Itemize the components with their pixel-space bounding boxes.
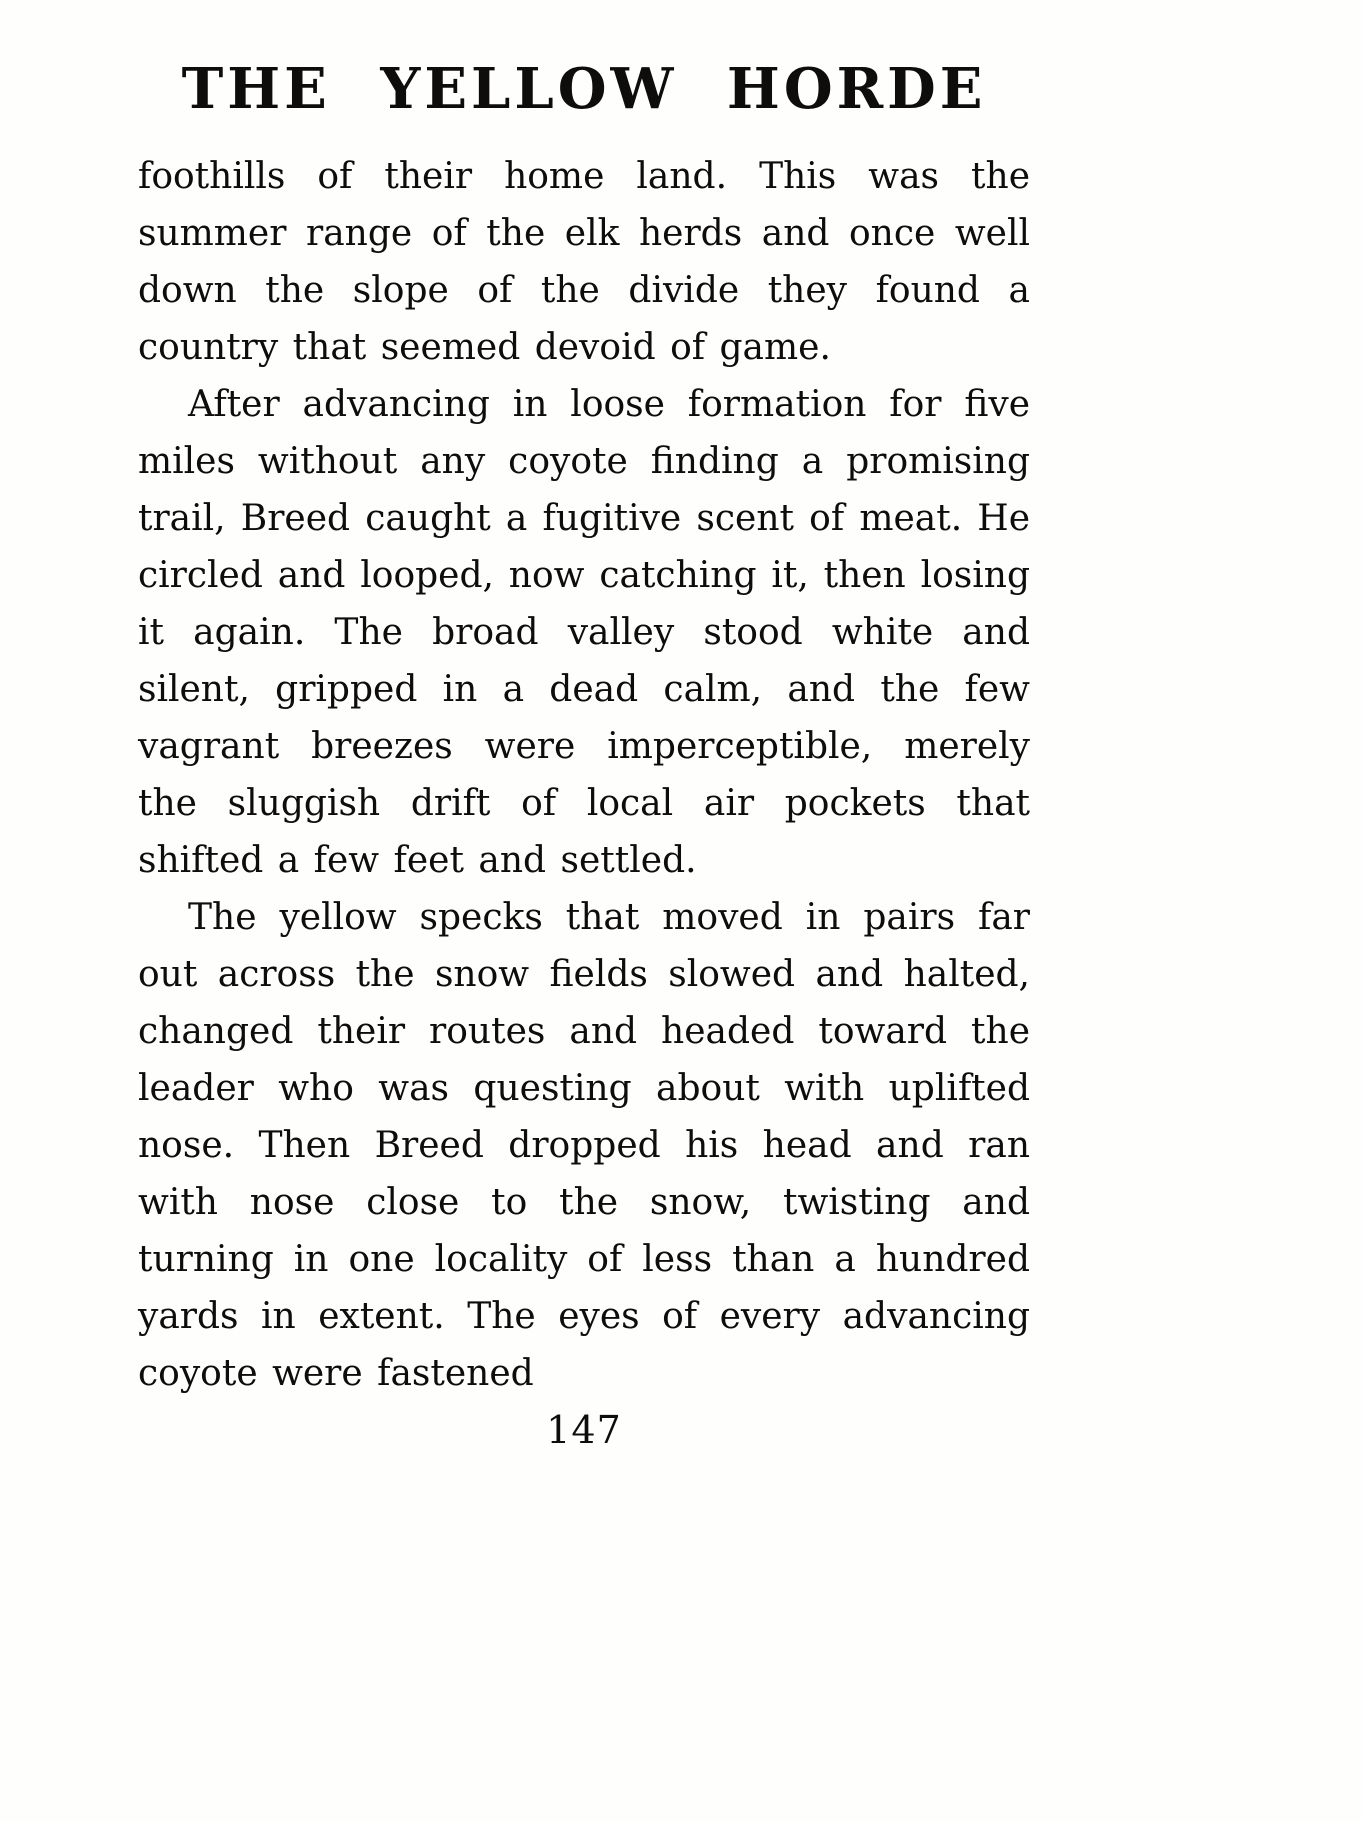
paragraph: After advancing in loose formation for five miles without any coyote finding a promising trail, Breed caught a fugitive scent of meat. He circled and looped, now catching it, then losing it again. The broad valley stood white and silent, gripped in a dead calm, and the few vagrant breezes were imperceptible, merely the sluggish drift of local air pockets that shifted a few feet and settled. xyxy=(138,384,1030,881)
content-block xyxy=(138,56,1030,1402)
page-body xyxy=(138,148,1030,1402)
paragraph: The yellow specks that moved in pairs far out across the snow fields slowed and halted, changed their routes and headed toward the leader who was questing about with uplifted nose. Then Breed dropped his head and ran with nose close to the snow, twisting and turning in one locality of less than a hundred yards in extent. The eyes of every advancing coyote were fastened xyxy=(138,897,1030,1394)
paragraph-continuation: foothills of their home land. This was the summer range of the elk herds and once well down the slope of the divide they found a country that seemed devoid of game. xyxy=(138,156,1030,368)
page-number: 147 xyxy=(546,1408,622,1452)
running-head: THE YELLOW HORDE xyxy=(181,56,987,122)
